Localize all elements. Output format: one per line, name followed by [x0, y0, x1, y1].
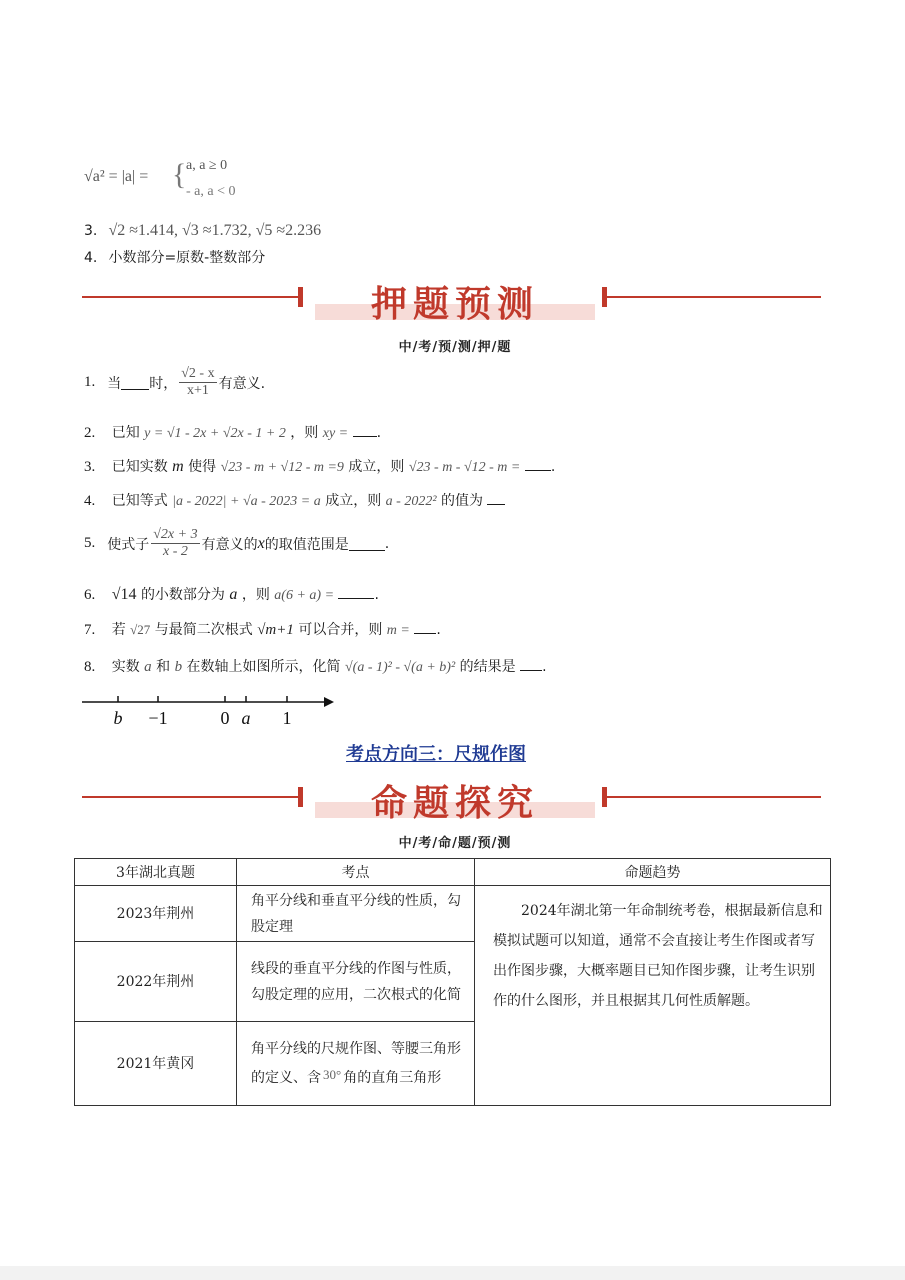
angle-value: 30° [323, 1067, 342, 1082]
problem-text: 已知实数 [111, 459, 168, 475]
cell-point-text: 角平分线的尺规作图、等腰三角形的定义、含 [251, 1041, 461, 1086]
banner-line-left [82, 296, 300, 298]
label-0: 0 [220, 708, 230, 728]
header-trend: 命题趋势 [475, 859, 831, 886]
case-2: - a, a < 0 [186, 184, 236, 197]
fraction [151, 527, 199, 560]
problem-text: . [436, 622, 441, 638]
problem-2 [84, 422, 381, 442]
problem-text: 实数 [111, 659, 140, 675]
answer-blank [353, 422, 377, 437]
banner-subtitle: 中/考/命/题/预/测 [398, 836, 512, 851]
fraction [179, 366, 216, 399]
banner-line-left [82, 796, 300, 798]
cell-year: 2023年荆州 [75, 886, 237, 942]
answer-blank [338, 584, 374, 599]
problem-text: . [384, 535, 390, 552]
math-variable: a [229, 586, 238, 603]
math-expression: √23 - m + √12 - m =9 [220, 460, 344, 475]
label-a: a [241, 708, 251, 728]
label-neg1: −1 [148, 708, 168, 728]
problem-text: 有意义的 [201, 536, 258, 553]
answer-blank [349, 536, 385, 551]
problem-number: 4. [84, 493, 96, 509]
problem-number: 8. [84, 659, 96, 675]
math-expression: xy = [322, 426, 349, 441]
case-2-clip [186, 184, 236, 197]
fraction-denominator: x+1 [186, 383, 209, 398]
problem-text: 可以合并，则 [298, 622, 383, 638]
math-variable: m [172, 458, 184, 475]
problem-text: 的结果是 [459, 659, 516, 675]
header-point: 考点 [237, 859, 475, 886]
banner-subtitle: 中/考/预/测/押/题 [398, 340, 512, 355]
math-variable: a [144, 659, 152, 675]
problem-text: 时， [149, 375, 178, 392]
problem-number: 2. [84, 425, 96, 441]
problem-7 [84, 619, 441, 639]
problem-text: . [550, 459, 556, 475]
fraction-numerator: √2x + 3 [153, 527, 198, 542]
math-expression: √(a - 1)² - √(a + b)² [344, 660, 456, 675]
problem-text: . [542, 659, 547, 675]
fraction-numerator: √2 - x [181, 366, 215, 381]
math-expression: a - 2022² [385, 494, 437, 509]
problem-text: ，则 [290, 425, 319, 441]
problem-text: 的值为 [440, 493, 483, 509]
banner-line-right [605, 296, 821, 298]
note-number: 3. [84, 223, 98, 239]
fraction-denominator: x - 2 [162, 544, 188, 559]
cell-point: 线段的垂直平分线的作图与性质，勾股定理的应用，二次根式的化简 [237, 942, 475, 1022]
note-text: 小数部分=原数-整数部分 [108, 250, 266, 266]
math-variable: x [257, 534, 265, 552]
math-expression: √m+1 [257, 622, 294, 638]
problem-1 [84, 366, 265, 399]
note-number: 4. [84, 250, 98, 266]
problem-number: 7. [84, 622, 96, 638]
problem-text: 已知等式 [111, 493, 168, 509]
math-expression: √14 [111, 586, 137, 603]
case-brace: { [172, 158, 187, 191]
answer-blank [414, 619, 436, 634]
problem-text: 成立，则 [325, 493, 382, 509]
label-1: 1 [282, 708, 292, 728]
problem-number: 1. [84, 374, 96, 390]
banner-title: 命题探究 [370, 783, 539, 824]
answer-blank [520, 656, 542, 671]
table-row [75, 886, 831, 942]
note-4 [84, 247, 265, 267]
problem-3 [84, 456, 555, 476]
math-variable: b [174, 659, 183, 675]
problem-text: 的取值范围是 [264, 536, 349, 553]
problem-8 [84, 656, 547, 676]
cell-point-text: 角的直角三角形 [343, 1070, 442, 1086]
problem-4 [84, 490, 505, 510]
abs-formula-lhs: √a² = |a| = [84, 168, 149, 185]
page-bottom-strip [0, 1266, 905, 1280]
answer-blank [525, 456, 551, 471]
problem-text: 和 [156, 659, 171, 675]
math-expression: √23 - m - √12 - m = [408, 460, 521, 475]
problem-text: 已知 [111, 425, 140, 441]
problem-text: 使得 [188, 459, 217, 475]
math-expression: a(6 + a) = [274, 588, 335, 603]
cell-year: 2022年荆州 [75, 942, 237, 1022]
problem-text: 在数轴上如图所示，化简 [186, 659, 341, 675]
number-line-arrow [324, 697, 334, 707]
math-expression: √27 [130, 622, 151, 637]
problem-text: . [374, 587, 379, 603]
problem-text: 成立，则 [348, 459, 405, 475]
note-3 [84, 220, 321, 240]
math-expression: y = √1 - 2x + √2x - 1 + 2 [144, 426, 286, 441]
cell-point [237, 1022, 475, 1106]
problem-6 [84, 584, 379, 604]
abs-formula [84, 168, 148, 186]
problem-text: 与最简二次根式 [154, 622, 253, 638]
math-expression: m = [386, 623, 410, 638]
problem-text: ，则 [241, 587, 270, 603]
math-expression: |a - 2022| + √a - 2023 = a [172, 494, 321, 509]
answer-blank [487, 490, 505, 505]
number-line [80, 690, 350, 734]
problem-text: 若 [111, 622, 126, 638]
cell-point: 角平分线和垂直平分线的性质，勾股定理 [237, 886, 475, 942]
banner-line-right [605, 796, 821, 798]
banner-title: 押题预测 [370, 284, 539, 325]
cell-trend: 2024年湖北第一年命制统考卷，根据最新信息和模拟试题可以知道，通常不会直接让考生作图或者写出作图步骤，大概率题目已知作图步骤，让考生识别作的什么图形，并且根据其几何性质解题。 [475, 886, 831, 1106]
header-year: 3年湖北真题 [75, 859, 237, 886]
problem-number: 3. [84, 459, 96, 475]
banner-cap-left [298, 287, 303, 307]
table-header-row [75, 859, 831, 886]
problem-number: 6. [84, 587, 96, 603]
problem-text: 有意义. [218, 375, 266, 392]
problem-text: 使式子 [107, 536, 150, 553]
problem-text: 的小数部分为 [140, 587, 225, 603]
note-text: √2 ≈1.414, √3 ≈1.732, √5 ≈2.236 [108, 222, 322, 239]
section-title[interactable]: 考点方向三：尺规作图 [346, 744, 526, 765]
banner-cap-left [298, 787, 303, 807]
exam-trend-table [74, 858, 831, 1106]
problem-text: . [376, 425, 382, 441]
problem-text: 当 [107, 375, 122, 392]
label-b: b [113, 708, 123, 728]
answer-blank [121, 375, 149, 390]
problem-5 [84, 527, 389, 560]
cell-year: 2021年黄冈 [75, 1022, 237, 1106]
problem-number: 5. [84, 535, 96, 551]
case-1: a, a ≥ 0 [186, 158, 228, 173]
